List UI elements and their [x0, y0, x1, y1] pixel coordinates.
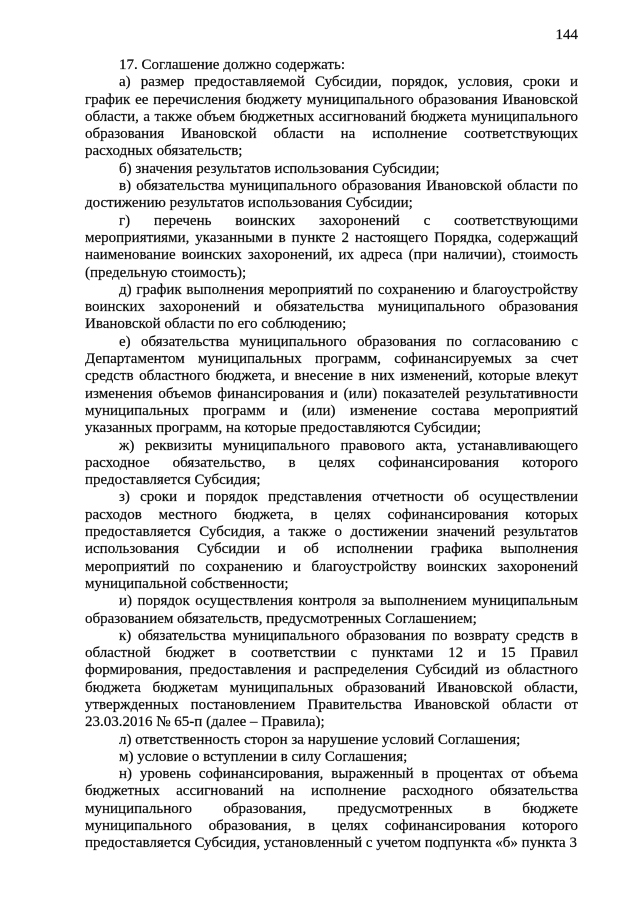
- subparagraph-m: м) условие о вступлении в силу Соглашения;: [119, 748, 408, 765]
- subparagraph-d: д) график выполнения мероприятий по сохранению и благоустройству воинских захоронений и обязательства муниципального образования Ивановской области по его соблюдению;: [85, 281, 578, 333]
- subparagraph-zh: ж) реквизиты муниципального правового акта, устанавливающего расходное обязательство, в целях софинансирования которого предоставляется Субсидия;: [85, 437, 578, 489]
- subparagraph-k: к) обязательства муниципального образования по возврату средств в областной бюджет в соответствии с пунктами 12 и 15 Правил формирования, предоставления и распределения Субсидий из областного бюджета бюджетам муниципальных образований Ивановской области, утвержденных постановлением Правительства Ивановской области от 23.03.2016 № 65-п (далее – Правила);: [85, 627, 578, 731]
- subparagraph-a: а) размер предоставляемой Субсидии, порядок, условия, сроки и график ее перечисления бюджету муниципального образования Ивановской области, а также объем бюджетных ассигнований бюджета муниципального образования Ивановской области на исполнение соответствующих расходных обязательств;: [85, 74, 578, 160]
- paragraph-17-heading: 17. Соглашение должно содержать:: [119, 57, 345, 73]
- subparagraph-b: б) значения результатов использования Субсидии;: [119, 160, 440, 177]
- subparagraph-n: н) уровень софинансирования, выраженный в процентах от объема бюджетных ассигнований на исполнение расходного обязательства муниципального образования, предусмотренных в бюджете муниципального образования, в целях софинансирования которого предоставляется Субсидия, установленный с учетом подпункта «б» пункта 3: [85, 766, 578, 852]
- subparagraph-e: е) обязательства муниципального образования по согласованию с Департаментом муниципальных программ, софинансируемых за счет средств областного бюджета, и внесение в них изменений, которые влекут изменения объемов финансирования и (или) показателей результативности муниципальных программ и (или) изменение состава мероприятий указанных программ, на которые предоставляются Субсидии;: [85, 333, 578, 437]
- subparagraph-i: и) порядок осуществления контроля за выполнением муниципальным образованием обязательств, предусмотренных Соглашением;: [85, 593, 578, 627]
- subparagraph-v: в) обязательства муниципального образования Ивановской области по достижению результатов использования Субсидии;: [85, 178, 578, 212]
- subparagraph-g: г) перечень воинских захоронений с соответствующими мероприятиями, указанными в пункте 2 настоящего Порядка, содержащий наименование воинских захоронений, их адреса (при наличии), стоимость (предельную стоимость);: [85, 212, 578, 281]
- document-body: [85, 57, 578, 853]
- subparagraph-l: л) ответственность сторон за нарушение условий Соглашения;: [119, 731, 521, 748]
- page-number: 144: [555, 27, 578, 43]
- subparagraph-z: з) сроки и порядок представления отчетности об осуществлении расходов местного бюджета, в целях софинансирования которых предоставляется Субсидия, а также о достижении значений результатов использования Субсидии и об исполнении графика выполнения мероприятий по сохранению и благоустройству воинских захоронений муниципальной собственности;: [85, 489, 578, 592]
